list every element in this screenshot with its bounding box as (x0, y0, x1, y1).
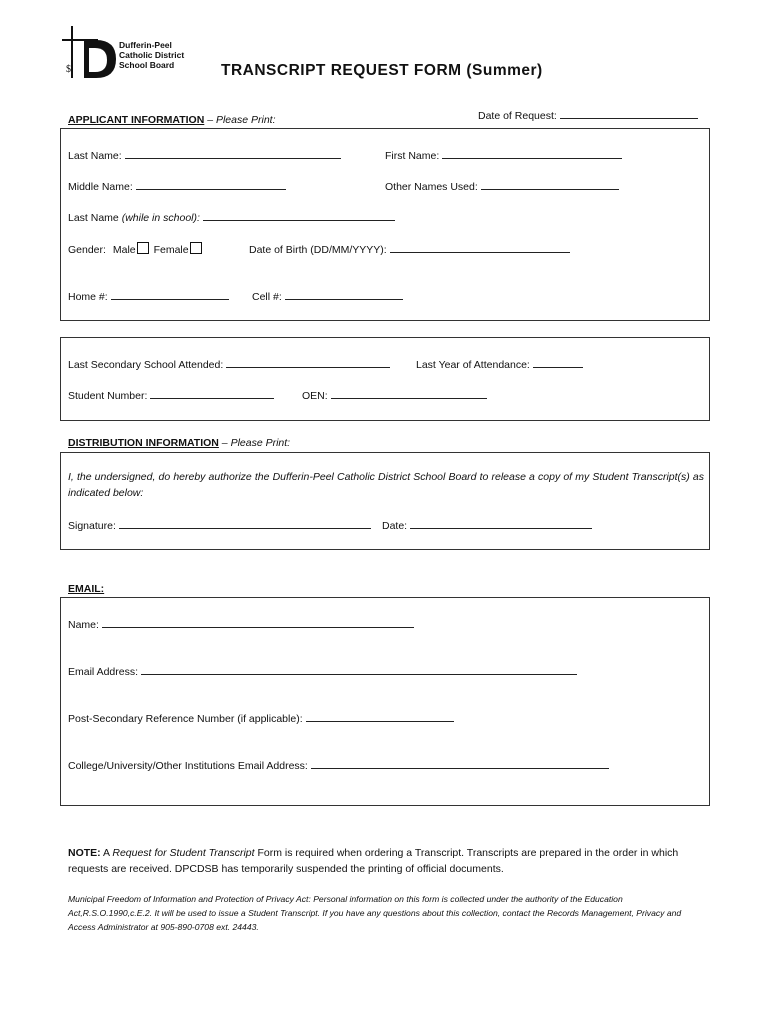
note-italic: Request for Student Transcript (112, 847, 255, 859)
form-title: TRANSCRIPT REQUEST FORM (Summer) (221, 62, 543, 79)
distribution-box (60, 452, 710, 550)
student-number-field[interactable] (68, 388, 274, 402)
student-number-label: Student Number: (68, 390, 148, 402)
svg-text:$: $ (66, 64, 71, 75)
logo-line: School Board (119, 60, 175, 70)
email-address-label: Email Address: (68, 666, 139, 678)
privacy-notice: Municipal Freedom of Information and Protection of Privacy Act: Personal information on this form is collected under the authority of the Education Act,R.S.O.1990,c.E.2. It will be used to issue a Student Transcript. If you have any questions about this collection, contact the Records Management, Privacy and Access Administrator at 905-890-0708 ext. 24443. (68, 894, 682, 932)
last-school-label: Last Secondary School Attended: (68, 359, 224, 371)
male-label: Male (112, 244, 136, 256)
authorization-text: I, the undersigned, do hereby authorize the Dufferin-Peel Catholic District School Board to release a copy of my Student Transcript(s) as indicated below: (68, 471, 704, 499)
cross-logo-icon (62, 26, 122, 82)
gender-label: Gender: (68, 244, 106, 256)
last-year-label: Last Year of Attendance: (416, 359, 530, 371)
applicant-heading-suffix: – Please Print: (204, 114, 276, 126)
last-name-school-label: Last Name (68, 212, 122, 224)
other-names-label: Other Names Used: (385, 181, 478, 193)
other-names-field[interactable] (385, 179, 619, 193)
note-text-a: A (100, 847, 113, 859)
male-checkbox[interactable] (137, 242, 149, 254)
cell-phone-field[interactable] (252, 289, 403, 303)
home-phone-field[interactable] (68, 289, 229, 303)
female-label: Female (153, 244, 189, 256)
date-of-birth-label: Date of Birth (DD/MM/YYYY): (249, 244, 387, 256)
oen-field[interactable] (302, 388, 487, 402)
last-name-label: Last Name: (68, 150, 122, 162)
signature-date-label: Date: (382, 520, 408, 532)
gender-field (68, 242, 202, 256)
logo-line: Dufferin-Peel (119, 40, 172, 50)
email-name-label: Name: (68, 619, 99, 631)
distribution-heading (68, 437, 290, 449)
signature-date-field[interactable] (382, 518, 592, 532)
note-label: NOTE: (68, 847, 101, 859)
signature-label: Signature: (68, 520, 116, 532)
institution-email-label: College/University/Other Institutions Email Address: (68, 760, 308, 772)
school-info-box (60, 337, 710, 421)
middle-name-field[interactable] (68, 179, 286, 193)
home-phone-label: Home #: (68, 291, 108, 303)
distribution-heading-label: DISTRIBUTION INFORMATION (68, 437, 219, 449)
female-checkbox[interactable] (190, 242, 202, 254)
signature-field[interactable] (68, 518, 371, 532)
applicant-heading-label: APPLICANT INFORMATION (68, 114, 205, 126)
last-year-field[interactable] (416, 357, 583, 371)
applicant-heading (68, 114, 276, 126)
date-of-birth-field[interactable] (249, 242, 570, 256)
note-paragraph (68, 845, 708, 877)
date-of-request-field[interactable] (478, 108, 698, 122)
school-board-logo (62, 26, 122, 82)
cell-phone-label: Cell #: (252, 291, 282, 303)
institution-email-field[interactable] (68, 758, 609, 772)
date-of-request-label: Date of Request: (478, 110, 557, 122)
first-name-label: First Name: (385, 150, 440, 162)
email-address-field[interactable] (68, 664, 577, 678)
middle-name-label: Middle Name: (68, 181, 133, 193)
note-text-b: Form is required when ordering a Transcript. Transcripts are prepared in the order in which requests are received. DPCDSB has temporarily suspended the printing of official documents. (68, 847, 679, 875)
distribution-heading-suffix: – Please Print: (218, 437, 291, 449)
email-heading: EMAIL: (68, 583, 105, 595)
post-secondary-ref-label: Post-Secondary Reference Number (if applicable): (68, 713, 303, 725)
last-name-school-italic: (while in school): (121, 212, 200, 224)
email-name-field[interactable] (68, 617, 414, 631)
post-secondary-ref-field[interactable] (68, 711, 454, 725)
last-name-field[interactable] (68, 148, 341, 162)
first-name-field[interactable] (385, 148, 622, 162)
logo-line: Catholic District (119, 50, 185, 60)
last-name-school-field[interactable] (68, 210, 395, 224)
last-school-field[interactable] (68, 357, 390, 371)
oen-label: OEN: (302, 390, 328, 402)
logo-text (119, 40, 184, 70)
